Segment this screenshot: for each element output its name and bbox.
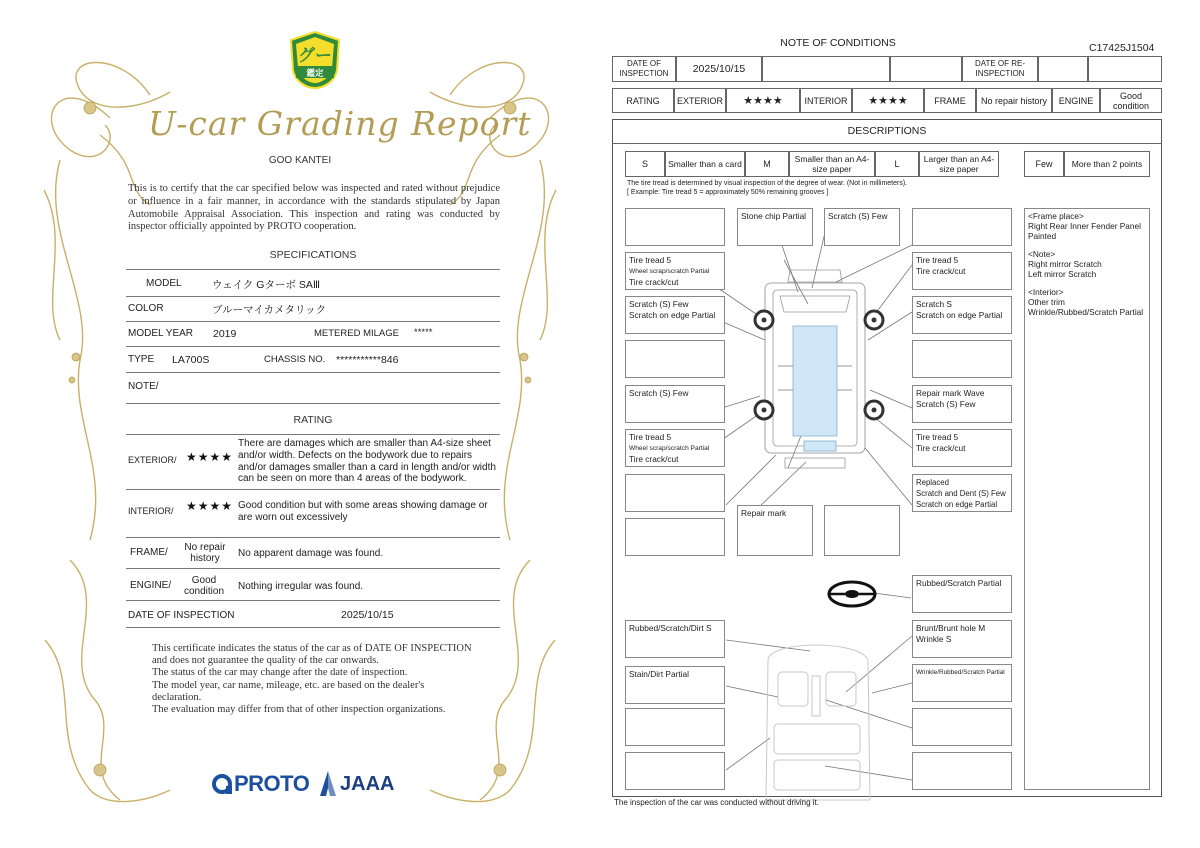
damage-text: Tire crack/cut bbox=[916, 443, 966, 453]
legend-m-description: Smaller than an A4-size paper bbox=[789, 151, 875, 177]
rating-heading: RATING bbox=[293, 414, 333, 426]
legend-few: Few bbox=[1024, 151, 1064, 177]
divider bbox=[126, 600, 500, 601]
damage-text: Stone chip Partial bbox=[741, 211, 807, 221]
interior-box-right-4 bbox=[912, 752, 1012, 790]
legend-l-description: Larger than an A4-size paper bbox=[919, 151, 999, 177]
damage-box-front-right bbox=[824, 208, 900, 246]
notes-panel bbox=[1024, 208, 1150, 790]
damage-text: Tire tread 5 bbox=[916, 255, 959, 265]
reinspection-date-label: DATE OF RE-INSPECTION bbox=[962, 56, 1038, 82]
divider bbox=[126, 269, 500, 270]
damage-text: Scratch on edge Partial bbox=[916, 500, 998, 509]
damage-text: Scratch (S) Few bbox=[629, 299, 689, 309]
exterior-label: EXTERIOR/ bbox=[128, 455, 177, 465]
interior-box-steering: Rubbed/Scratch Partial bbox=[912, 575, 1012, 613]
damage-text: Repair mark bbox=[741, 508, 787, 518]
model-year-value: 2019 bbox=[213, 328, 237, 340]
engine-label: ENGINE/ bbox=[130, 580, 172, 591]
interior-stars: ★★★★ bbox=[186, 499, 234, 513]
damage-box-front-corner bbox=[912, 208, 1012, 246]
damage-text: Tire crack/cut bbox=[629, 277, 679, 287]
damage-box-right-rear-tire bbox=[912, 429, 1012, 467]
type-value: LA700S bbox=[172, 354, 210, 366]
legend-few-description: More than 2 points bbox=[1064, 151, 1150, 177]
divider bbox=[126, 489, 500, 490]
exterior-label: EXTERIOR bbox=[674, 88, 726, 113]
model-value: ウェイク Gターボ SAⅢ bbox=[212, 279, 321, 291]
legend-m: M bbox=[745, 151, 789, 177]
proto-logo bbox=[212, 770, 322, 798]
jaaa-mark-icon bbox=[318, 770, 338, 798]
interior-box-left-2: Stain/Dirt Partial bbox=[625, 666, 725, 704]
damage-text: Wheel scrap/scratch Partial bbox=[629, 268, 710, 275]
disclaimer-line: The status of the car may change after the date of inspection. bbox=[152, 667, 408, 679]
divider bbox=[126, 321, 500, 322]
specifications-heading: SPECIFICATIONS bbox=[269, 249, 357, 261]
damage-text: Tire tread 5 bbox=[629, 255, 672, 265]
sheet-footer-note: The inspection of the car was conducted without driving it. bbox=[614, 798, 819, 807]
interior-box-left-3 bbox=[625, 708, 725, 746]
note-of-conditions-sheet bbox=[600, 0, 1200, 848]
descriptions-heading: DESCRIPTIONS bbox=[612, 119, 1162, 144]
disclaimer-line: The model year, car name, mileage, etc. are based on the dealer's declaration. bbox=[152, 679, 425, 703]
note-heading: <Note> bbox=[1028, 249, 1056, 259]
sheet-title: NOTE OF CONDITIONS bbox=[780, 37, 896, 49]
frame-place-value: Right Rear Inner Fender Panel Painted bbox=[1028, 221, 1141, 241]
damage-box-rear-left bbox=[625, 518, 725, 556]
divider bbox=[126, 296, 500, 297]
damage-text: Tire tread 5 bbox=[916, 432, 959, 442]
interior-heading: <Interior> bbox=[1028, 287, 1064, 297]
damage-box-rear bbox=[737, 505, 813, 556]
jaaa-wordmark: JAAA bbox=[340, 773, 395, 795]
legend-s: S bbox=[625, 151, 665, 177]
interior-box-left-1: Rubbed/Scratch/Dirt S bbox=[625, 620, 725, 658]
frame-label: FRAME/ bbox=[130, 547, 168, 558]
goo-kantei-badge-icon: グー 鑑定 bbox=[287, 30, 343, 90]
divider bbox=[126, 372, 500, 373]
damage-box-front bbox=[737, 208, 813, 246]
damage-box-left-rear-door: Scratch (S) Few bbox=[625, 385, 725, 423]
interior-label: INTERIOR bbox=[800, 88, 852, 113]
tread-example: [ Example: Tire tread 5 = approximately 50% remaining grooves ] bbox=[627, 189, 829, 196]
damage-box-left-rear-tire bbox=[625, 429, 725, 467]
damage-text: Wheel scrap/scratch Partial bbox=[629, 445, 710, 452]
mileage-label: METERED MILAGE bbox=[314, 328, 399, 339]
damage-box-left-front-panel bbox=[625, 296, 725, 334]
engine-description: Nothing irregular was found. bbox=[238, 581, 364, 592]
interior-item: Other trim bbox=[1028, 297, 1065, 307]
damage-text: Scratch and Dent (S) Few bbox=[916, 489, 1006, 498]
divider bbox=[126, 434, 500, 435]
exterior-stars: ★★★★ bbox=[726, 88, 800, 113]
note-item: Right mirror Scratch bbox=[1028, 259, 1102, 269]
chassis-value: ***********846 bbox=[336, 354, 399, 366]
damage-box-front-left bbox=[625, 208, 725, 246]
report-title: U-car Grading Report bbox=[148, 104, 532, 143]
note-label: NOTE/ bbox=[128, 381, 159, 392]
damage-box-right-front-panel bbox=[912, 296, 1012, 334]
divider bbox=[126, 568, 500, 569]
jaaa-logo bbox=[318, 770, 398, 798]
damage-box-right-front-tire bbox=[912, 252, 1012, 290]
disclaimer-line: The evaluation may differ from that of other inspection organizations. bbox=[152, 704, 446, 716]
damage-text: Brunt/Brunt hole M bbox=[916, 623, 986, 633]
frame-label: FRAME bbox=[924, 88, 976, 113]
damage-text: Scratch (S) Few bbox=[916, 399, 976, 409]
tread-note: The tire tread is determined by visual inspection of the degree of wear. (Not in millimeters). bbox=[627, 180, 908, 187]
inspection-date-value: 2025/10/15 bbox=[676, 56, 762, 82]
frame-value: No repair history bbox=[976, 88, 1052, 113]
color-value: ブルーマイカメタリック bbox=[212, 304, 327, 316]
divider bbox=[126, 403, 500, 404]
rating-label: RATING bbox=[612, 88, 674, 113]
interior-label: INTERIOR/ bbox=[128, 506, 174, 516]
mileage-value: ***** bbox=[414, 327, 433, 338]
divider bbox=[126, 537, 500, 538]
damage-text: Wrinkle S bbox=[916, 634, 952, 644]
certify-statement: This is to certify that the car specified below was inspected and rated without prejudice or influence in a fair manner, in accordance with the standards stipulated by Japan Automobile Appraisal Association. This inspection and rating was conducted by inspector officially appointed by PROTO cooperation. bbox=[128, 183, 500, 233]
divider bbox=[126, 627, 500, 628]
damage-text: Replaced bbox=[916, 478, 949, 487]
proto-wordmark: PROTO bbox=[234, 771, 310, 796]
damage-text: Repair mark Wave bbox=[916, 388, 985, 398]
damage-box-left-rear bbox=[625, 474, 725, 512]
disclaimer-line: This certificate indicates the status of the car as of DATE OF INSPECTION and does not guarantee the quality of the car onwards. bbox=[152, 643, 472, 667]
frame-description: No apparent damage was found. bbox=[238, 548, 384, 559]
chassis-label: CHASSIS NO. bbox=[264, 354, 326, 365]
damage-text: Scratch on edge Partial bbox=[629, 310, 716, 320]
disclaimer bbox=[152, 643, 472, 716]
engine-value: Good condition bbox=[183, 575, 225, 597]
interior-box-left-4 bbox=[625, 752, 725, 790]
damage-text: Scratch (S) Few bbox=[828, 211, 888, 221]
interior-stars: ★★★★ bbox=[852, 88, 924, 113]
interior-box-right-1 bbox=[912, 620, 1012, 658]
engine-label: ENGINE bbox=[1052, 88, 1100, 113]
divider bbox=[126, 346, 500, 347]
engine-value: Good condition bbox=[1100, 88, 1162, 113]
interior-item: Wrinkle/Rubbed/Scratch Partial bbox=[1028, 307, 1144, 317]
model-label: MODEL bbox=[146, 278, 182, 289]
legend-l: L bbox=[875, 151, 919, 177]
damage-text: Tire crack/cut bbox=[629, 454, 679, 464]
inspection-date-label: DATE OF INSPECTION bbox=[128, 610, 235, 621]
model-year-label: MODEL YEAR bbox=[128, 328, 194, 339]
badge-text: グー bbox=[298, 46, 332, 65]
type-label: TYPE bbox=[128, 354, 155, 365]
damage-box-right-rear bbox=[912, 474, 1012, 512]
damage-box-left-front-tire bbox=[625, 252, 725, 290]
damage-text: Tire crack/cut bbox=[916, 266, 966, 276]
inspection-date-label: DATE OF INSPECTION bbox=[612, 56, 676, 82]
damage-text: Scratch S bbox=[916, 299, 952, 309]
interior-box-right-3 bbox=[912, 708, 1012, 746]
frame-value: No repair history bbox=[184, 542, 226, 564]
interior-description: Good condition but with some areas showing damage or are worn out excessively bbox=[238, 500, 488, 523]
legend-s-description: Smaller than a card bbox=[665, 151, 745, 177]
color-label: COLOR bbox=[128, 303, 164, 314]
damage-box-right-rear-door bbox=[912, 385, 1012, 423]
inspection-date-value: 2025/10/15 bbox=[341, 609, 394, 621]
sheet-code: C17425J1504 bbox=[1089, 42, 1155, 54]
damage-text: Tire tread 5 bbox=[629, 432, 672, 442]
proto-mark-icon bbox=[212, 772, 234, 796]
damage-box-left-door bbox=[625, 340, 725, 378]
report-subtitle: GOO KANTEI bbox=[268, 155, 332, 166]
steering-wheel-icon bbox=[829, 582, 875, 606]
interior-box-right-2: Wrinkle/Rubbed/Scratch Partial bbox=[912, 664, 1012, 702]
damage-box-right-door bbox=[912, 340, 1012, 378]
frame-place-heading: <Frame place> bbox=[1028, 211, 1084, 221]
note-item: Left mirror Scratch bbox=[1028, 269, 1097, 279]
damage-text: Scratch on edge Partial bbox=[916, 310, 1003, 320]
damage-box-rear-right bbox=[824, 505, 900, 556]
exterior-stars: ★★★★ bbox=[186, 450, 234, 464]
exterior-description: There are damages which are smaller than A4-size sheet and/or width. Defects on the bodywork due to repairs and/or damages smaller than a card in length and/or width can be seen on more than 4 areas of the bodywork. bbox=[238, 438, 496, 485]
